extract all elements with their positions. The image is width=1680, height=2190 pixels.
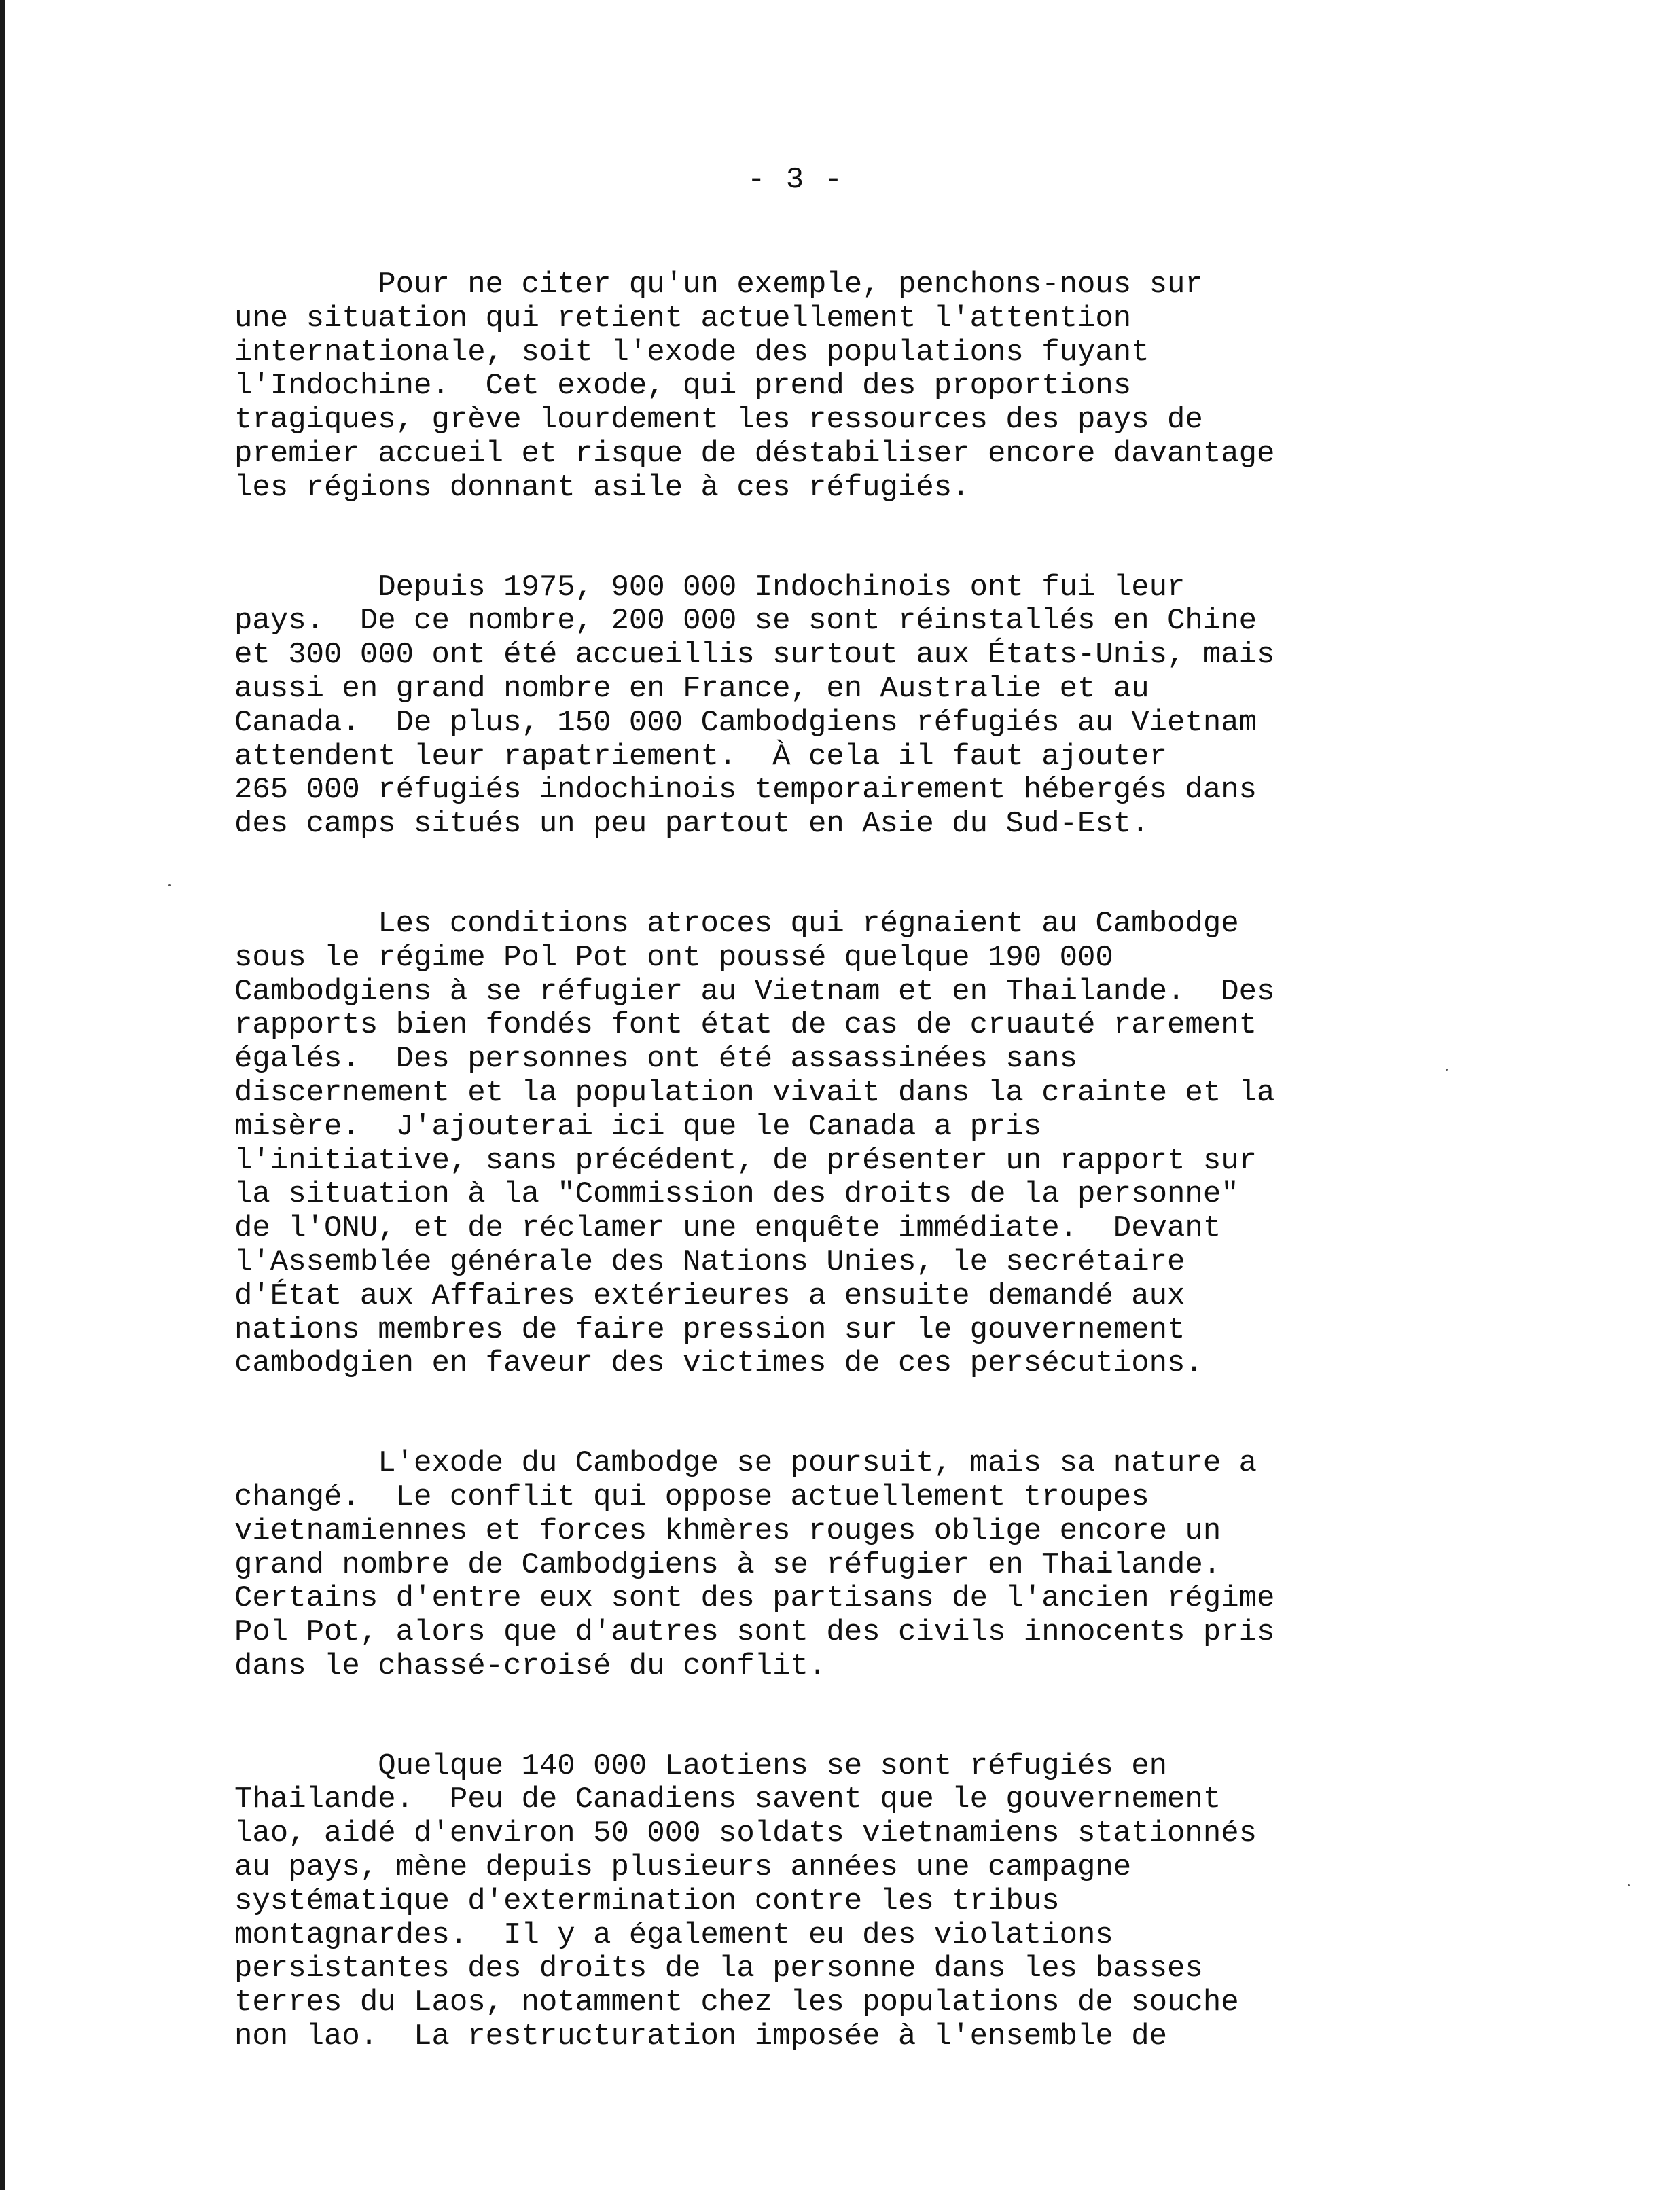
text-line: Les conditions atroces qui régnaient au Cambodge: [234, 906, 1239, 941]
text-line: les régions donnant asile à ces réfugiés.: [234, 470, 970, 505]
text-line: L'exode du Cambodge se poursuit, mais sa nature a: [234, 1446, 1257, 1481]
text-line: des camps situés un peu partout en Asie du Sud-Est.: [234, 807, 1149, 842]
text-line: discernement et la population vivait dans la crainte et la: [234, 1075, 1275, 1110]
text-line: cambodgien en faveur des victimes de ces persécutions.: [234, 1346, 1203, 1381]
text-line: systématique d'extermination contre les tribus: [234, 1884, 1060, 1918]
text-line: Certains d'entre eux sont des partisans de l'ancien régime: [234, 1581, 1275, 1616]
text-line: rapports bien fondés font état de cas de cruauté rarement: [234, 1008, 1257, 1043]
text-line: vietnamiennes et forces khmères rouges oblige encore un: [234, 1513, 1221, 1548]
scan-speck: [168, 884, 171, 886]
text-line: égalés. Des personnes ont été assassinées sans: [234, 1042, 1078, 1077]
text-line: Thailande. Peu de Canadiens savent que le gouvernement: [234, 1782, 1221, 1817]
page-number: - 3 -: [747, 163, 844, 197]
text-line: nations membres de faire pression sur le gouvernement: [234, 1312, 1185, 1347]
text-line: l'initiative, sans précédent, de présenter un rapport sur: [234, 1143, 1257, 1178]
text-line: Canada. De plus, 150 000 Cambodgiens réfugiés au Vietnam: [234, 705, 1257, 740]
text-line: une situation qui retient actuellement l'attention: [234, 301, 1132, 336]
paragraph: [234, 1750, 1430, 2054]
text-line: persistantes des droits de la personne dans les basses: [234, 1952, 1203, 1986]
text-line: lao, aidé d'environ 50 000 soldats vietnamiens stationnés: [234, 1816, 1257, 1851]
text-line: Quelque 140 000 Laotiens se sont réfugiés en: [234, 1748, 1168, 1783]
text-line: la situation à la "Commission des droits de la personne": [234, 1177, 1239, 1212]
paragraph: [234, 908, 1430, 1381]
text-line: premier accueil et risque de déstabiliser encore davantage: [234, 436, 1275, 471]
text-line: Pour ne citer qu'un exemple, penchons-nous sur: [234, 268, 1203, 302]
text-line: tragiques, grève lourdement les ressources des pays de: [234, 403, 1203, 437]
text-line: Depuis 1975, 900 000 Indochinois ont fui leur: [234, 570, 1185, 605]
text-line: attendent leur rapatriement. À cela il faut ajouter: [234, 739, 1168, 774]
body-text: [234, 268, 1430, 2120]
text-line: pays. De ce nombre, 200 000 se sont réinstallés en Chine: [234, 604, 1257, 639]
text-line: d'État aux Affaires extérieures a ensuite demandé aux: [234, 1278, 1185, 1313]
text-line: terres du Laos, notamment chez les populations de souche: [234, 1986, 1239, 2020]
scan-speck: [1446, 1069, 1448, 1071]
text-line: grand nombre de Cambodgiens à se réfugier en Thailande.: [234, 1547, 1221, 1582]
text-line: changé. Le conflit qui oppose actuellement troupes: [234, 1479, 1149, 1514]
text-line: montagnardes. Il y a également eu des violations: [234, 1918, 1113, 1952]
text-line: de l'ONU, et de réclamer une enquête immédiate. Devant: [234, 1211, 1221, 1246]
text-line: dans le chassé-croisé du conflit.: [234, 1649, 827, 1683]
scan-edge-border: [0, 0, 5, 2190]
text-line: et 300 000 ont été accueillis surtout aux États-Unis, mais: [234, 638, 1275, 672]
paragraph: [234, 571, 1430, 842]
text-line: non lao. La restructuration imposée à l'ensemble de: [234, 2020, 1168, 2054]
paragraph: [234, 1447, 1430, 1684]
text-line: 265 000 réfugiés indochinois temporairement hébergés dans: [234, 773, 1257, 808]
text-line: au pays, mène depuis plusieurs années une campagne: [234, 1850, 1132, 1885]
text-line: internationale, soit l'exode des populations fuyant: [234, 335, 1149, 370]
text-line: l'Assemblée générale des Nations Unies, le secrétaire: [234, 1244, 1185, 1279]
text-line: Cambodgiens à se réfugier au Vietnam et en Thailande. Des: [234, 974, 1275, 1009]
text-line: sous le régime Pol Pot ont poussé quelque 190 000: [234, 940, 1113, 975]
scan-speck: [1628, 1884, 1630, 1886]
text-line: l'Indochine. Cet exode, qui prend des proportions: [234, 369, 1132, 403]
text-line: misère. J'ajouterai ici que le Canada a pris: [234, 1109, 1042, 1144]
text-line: aussi en grand nombre en France, en Australie et au: [234, 671, 1149, 706]
text-line: Pol Pot, alors que d'autres sont des civils innocents pris: [234, 1615, 1275, 1650]
paragraph: [234, 268, 1430, 505]
